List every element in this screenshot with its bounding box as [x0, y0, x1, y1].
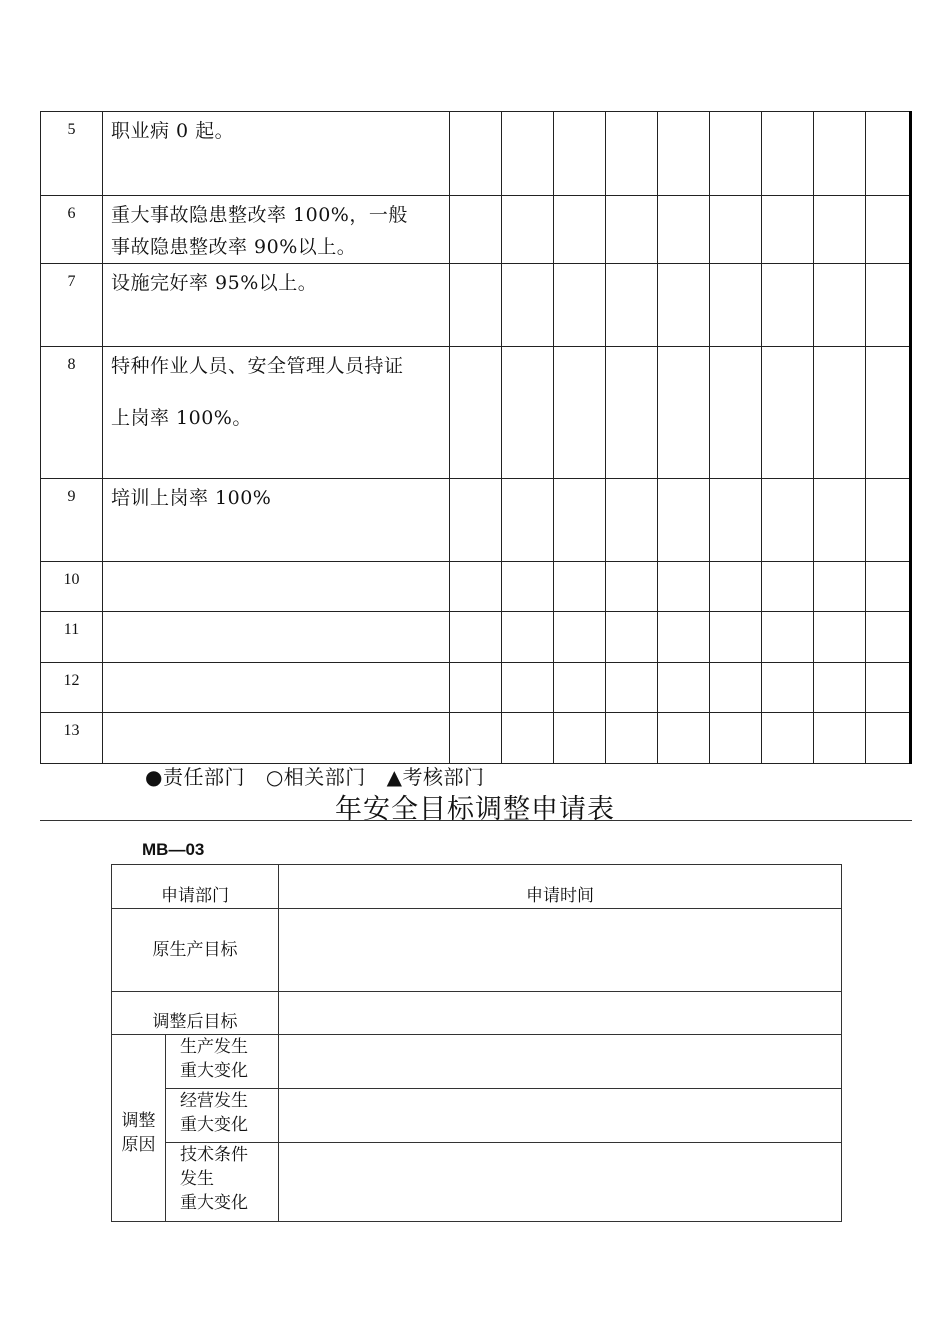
- row-number: 12: [41, 663, 103, 713]
- table-row: [41, 479, 911, 562]
- department-mark-cell[interactable]: [710, 264, 762, 347]
- department-mark-cell[interactable]: [658, 612, 710, 663]
- row-number: 11: [41, 612, 103, 663]
- reason-production-label: [166, 1035, 279, 1089]
- department-mark-cell[interactable]: [658, 479, 710, 562]
- target-description: [103, 264, 450, 347]
- apply-time-label: 申请时间: [526, 886, 594, 906]
- description-line: 上岗率 100%。: [111, 407, 252, 429]
- department-mark-cell[interactable]: [606, 112, 658, 196]
- department-mark-cell[interactable]: [606, 347, 658, 479]
- form-title: 年安全目标调整申请表: [335, 794, 615, 825]
- department-mark-cell[interactable]: [710, 196, 762, 264]
- description-line: 特种作业人员、安全管理人员持证: [111, 355, 404, 377]
- department-mark-cell[interactable]: [710, 663, 762, 713]
- department-legend: [145, 761, 499, 790]
- row-number: 13: [41, 713, 103, 764]
- description-line: 职业病 0 起。: [111, 120, 235, 142]
- original-target-value[interactable]: [279, 909, 842, 992]
- department-mark-cell[interactable]: [554, 112, 606, 196]
- legend-related: ○相关部门: [265, 765, 366, 789]
- department-mark-cell[interactable]: [658, 713, 710, 764]
- table-row: [41, 112, 911, 196]
- department-mark-cell[interactable]: [554, 562, 606, 612]
- reason-label-cell: [112, 1035, 166, 1222]
- department-mark-cell[interactable]: [866, 562, 911, 612]
- apply-time-label-cell: [279, 865, 842, 909]
- table-row: [41, 562, 911, 612]
- department-mark-cell[interactable]: [606, 663, 658, 713]
- reason-technical-value[interactable]: [279, 1143, 842, 1222]
- department-mark-cell[interactable]: [502, 713, 554, 764]
- target-description: [103, 663, 450, 713]
- target-description: [103, 347, 450, 479]
- department-mark-cell[interactable]: [762, 264, 814, 347]
- legend-assessment: ▲考核部门: [386, 765, 485, 789]
- department-mark-cell[interactable]: [554, 663, 606, 713]
- department-mark-cell[interactable]: [710, 562, 762, 612]
- department-mark-cell[interactable]: [866, 196, 911, 264]
- department-mark-cell[interactable]: [762, 347, 814, 479]
- reason-line: 发生: [180, 1169, 214, 1189]
- safety-target-table: [40, 111, 912, 764]
- department-mark-cell[interactable]: [710, 347, 762, 479]
- apply-dept-label-cell: [112, 865, 279, 909]
- department-mark-cell[interactable]: [710, 479, 762, 562]
- department-mark-cell[interactable]: [502, 612, 554, 663]
- department-mark-cell[interactable]: [814, 196, 866, 264]
- department-mark-cell[interactable]: [658, 264, 710, 347]
- department-mark-cell[interactable]: [762, 479, 814, 562]
- department-mark-cell[interactable]: [658, 663, 710, 713]
- adjusted-target-label-cell: [112, 992, 279, 1035]
- reason-operation-label: [166, 1089, 279, 1143]
- department-mark-cell[interactable]: [814, 612, 866, 663]
- department-mark-cell[interactable]: [762, 612, 814, 663]
- target-description: [103, 196, 450, 264]
- table-row: [41, 612, 911, 663]
- reason-label-line: 原因: [121, 1135, 156, 1155]
- reason-production-value[interactable]: [279, 1035, 842, 1089]
- table-row: [41, 663, 911, 713]
- description-line: 事故隐患整改率 90%以上。: [111, 236, 357, 258]
- department-mark-cell[interactable]: [762, 196, 814, 264]
- department-mark-cell[interactable]: [502, 264, 554, 347]
- department-mark-cell[interactable]: [606, 264, 658, 347]
- department-mark-cell[interactable]: [502, 196, 554, 264]
- department-mark-cell[interactable]: [606, 713, 658, 764]
- reason-line: 经营发生: [180, 1091, 248, 1111]
- row-number: 6: [41, 196, 103, 264]
- department-mark-cell[interactable]: [450, 347, 502, 479]
- legend-responsible: ●责任部门: [145, 765, 245, 789]
- department-mark-cell[interactable]: [866, 264, 911, 347]
- department-mark-cell[interactable]: [606, 612, 658, 663]
- target-description: [103, 713, 450, 764]
- department-mark-cell[interactable]: [814, 713, 866, 764]
- row-number: 7: [41, 264, 103, 347]
- description-line: 设施完好率 95%以上。: [111, 272, 318, 294]
- department-mark-cell[interactable]: [450, 663, 502, 713]
- department-mark-cell[interactable]: [658, 112, 710, 196]
- reason-technical-label: [166, 1143, 279, 1222]
- department-mark-cell[interactable]: [502, 479, 554, 562]
- department-mark-cell[interactable]: [866, 713, 911, 764]
- adjusted-target-value[interactable]: [279, 992, 842, 1035]
- adjustment-request-form: [111, 864, 842, 1222]
- department-mark-cell[interactable]: [606, 562, 658, 612]
- target-description: [103, 562, 450, 612]
- department-mark-cell[interactable]: [710, 612, 762, 663]
- department-mark-cell[interactable]: [450, 112, 502, 196]
- department-mark-cell[interactable]: [502, 347, 554, 479]
- department-mark-cell[interactable]: [502, 112, 554, 196]
- department-mark-cell[interactable]: [814, 479, 866, 562]
- department-mark-cell[interactable]: [502, 663, 554, 713]
- department-mark-cell[interactable]: [554, 347, 606, 479]
- apply-dept-label: 申请部门: [161, 886, 229, 906]
- department-mark-cell[interactable]: [554, 612, 606, 663]
- department-mark-cell[interactable]: [762, 562, 814, 612]
- reason-line: 生产发生: [180, 1037, 248, 1057]
- department-mark-cell[interactable]: [814, 347, 866, 479]
- department-mark-cell[interactable]: [658, 196, 710, 264]
- department-mark-cell[interactable]: [450, 612, 502, 663]
- original-target-label: 原生产目标: [152, 940, 238, 960]
- department-mark-cell[interactable]: [866, 479, 911, 562]
- adjusted-target-label: 调整后目标: [152, 1012, 238, 1032]
- department-mark-cell[interactable]: [814, 264, 866, 347]
- row-number: 8: [41, 347, 103, 479]
- department-mark-cell[interactable]: [814, 663, 866, 713]
- department-mark-cell[interactable]: [658, 562, 710, 612]
- department-mark-cell[interactable]: [710, 713, 762, 764]
- department-mark-cell[interactable]: [450, 264, 502, 347]
- row-number: 9: [41, 479, 103, 562]
- department-mark-cell[interactable]: [450, 562, 502, 612]
- department-mark-cell[interactable]: [814, 562, 866, 612]
- department-mark-cell[interactable]: [866, 663, 911, 713]
- department-mark-cell[interactable]: [658, 347, 710, 479]
- department-mark-cell[interactable]: [554, 264, 606, 347]
- department-mark-cell[interactable]: [554, 713, 606, 764]
- department-mark-cell[interactable]: [450, 713, 502, 764]
- department-mark-cell[interactable]: [866, 112, 911, 196]
- divider-line: [40, 820, 912, 821]
- target-description: [103, 112, 450, 196]
- department-mark-cell[interactable]: [710, 112, 762, 196]
- department-mark-cell[interactable]: [762, 112, 814, 196]
- table-row: [41, 264, 911, 347]
- department-mark-cell[interactable]: [450, 196, 502, 264]
- reason-line: 重大变化: [180, 1061, 248, 1081]
- form-code: MB—03: [142, 840, 205, 859]
- department-mark-cell[interactable]: [762, 713, 814, 764]
- description-line: 培训上岗率 100%: [111, 487, 272, 509]
- table-row: [41, 347, 911, 479]
- row-number: 10: [41, 562, 103, 612]
- original-target-label-cell: [112, 909, 279, 992]
- department-mark-cell[interactable]: [606, 479, 658, 562]
- target-description: [103, 479, 450, 562]
- department-mark-cell[interactable]: [814, 112, 866, 196]
- reason-label-line: 调整: [121, 1111, 156, 1131]
- table-row: [41, 713, 911, 764]
- department-mark-cell[interactable]: [866, 612, 911, 663]
- department-mark-cell[interactable]: [606, 196, 658, 264]
- department-mark-cell[interactable]: [502, 562, 554, 612]
- description-line: 重大事故隐患整改率 100%，一般: [111, 204, 408, 226]
- department-mark-cell[interactable]: [554, 196, 606, 264]
- reason-line: 重大变化: [180, 1193, 248, 1213]
- department-mark-cell[interactable]: [450, 479, 502, 562]
- target-description: [103, 612, 450, 663]
- reason-operation-value[interactable]: [279, 1089, 842, 1143]
- reason-line: 重大变化: [180, 1115, 248, 1135]
- department-mark-cell[interactable]: [554, 479, 606, 562]
- row-number: 5: [41, 112, 103, 196]
- table-row: [41, 196, 911, 264]
- department-mark-cell[interactable]: [762, 663, 814, 713]
- reason-line: 技术条件: [180, 1145, 248, 1165]
- department-mark-cell[interactable]: [866, 347, 911, 479]
